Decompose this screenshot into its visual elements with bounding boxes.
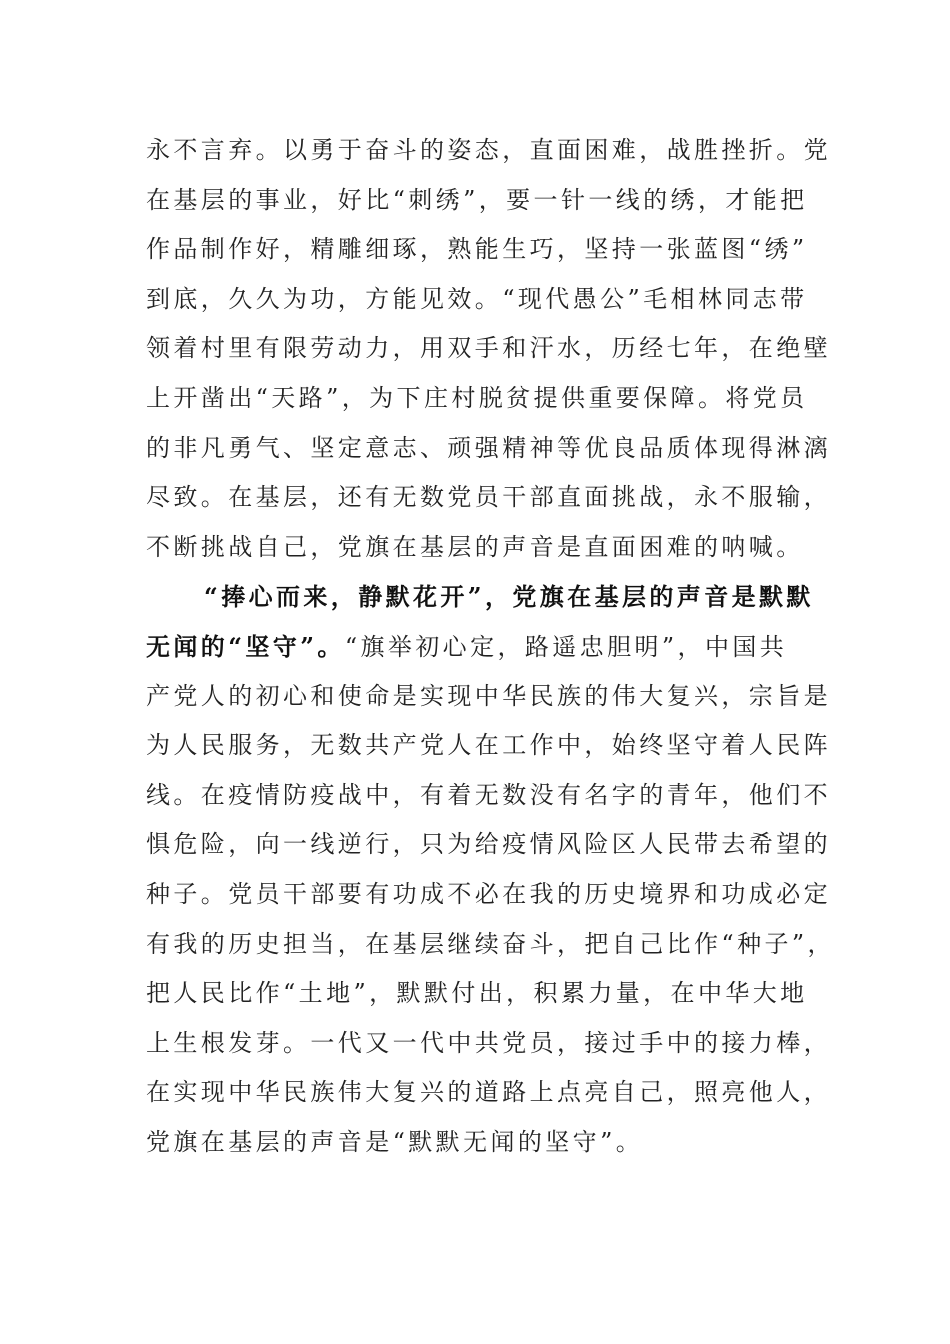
paragraph-heading-end: 无闻的“坚守”。 [146,631,345,661]
text-line: 到底，久久为功，方能见效。“现代愚公”毛相林同志带 [146,284,808,313]
text-line: 把人民比作“土地”，默默付出，积累力量，在中华大地 [146,979,808,1008]
text-line: 党旗在基层的声音是“默默无闻的坚守”。 [146,1127,644,1156]
text-line: 种子。党员干部要有功成不必在我的历史境界和功成必定 [146,879,831,908]
text-line: 永不言弃。以勇于奋斗的姿态，直面困难，战胜挫折。党 [146,136,831,164]
text-line: 在基层的事业，好比“刺绣”，要一针一线的绣，才能把 [146,185,808,214]
text-line: 惧危险，向一线逆行，只为给疫情风险区人民带去希望的 [146,830,831,859]
text-line: 上生根发芽。一代又一代中共党员，接过手中的接力棒， [146,1028,831,1057]
text-line: 有我的历史担当，在基层继续奋斗，把自己比作“种子”， [146,929,835,958]
text-line: 产党人的初心和使命是实现中华民族的伟大复兴，宗旨是 [146,681,831,710]
paragraph-2 [146,572,835,1167]
body-text [146,126,835,1167]
text-line: 领着村里有限劳动力，用双手和汗水，历经七年，在绝壁 [146,334,831,363]
text-line: 线。在疫情防疫战中，有着无数没有名字的青年，他们不 [146,780,831,809]
text-line: 尽致。在基层，还有无数党员干部直面挑战，永不服输， [146,483,831,512]
text-line: 的非凡勇气、坚定意志、顽强精神等优良品质体现得淋漓 [146,433,831,462]
text-line: 为人民服务，无数共产党人在工作中，始终坚守着人民阵 [146,731,831,760]
text-line: 作品制作好，精雕细琢，熟能生巧，坚持一张蓝图“绣” [146,235,808,264]
text-span: “旗举初心定，路遥忠胆明”，中国共 [344,632,788,661]
text-line: 不断挑战自己，党旗在基层的声音是直面困难的呐喊。 [146,532,804,561]
paragraph-1 [146,126,831,572]
text-line: 上开凿出“天路”，为下庄村脱贫提供重要保障。将党员 [146,383,808,412]
text-line: 在实现中华民族伟大复兴的道路上点亮自己，照亮他人， [146,1078,831,1107]
text-line [146,622,806,672]
paragraph-heading: “捧心而来，静默花开”，党旗在基层的声音是默默 [204,582,814,612]
